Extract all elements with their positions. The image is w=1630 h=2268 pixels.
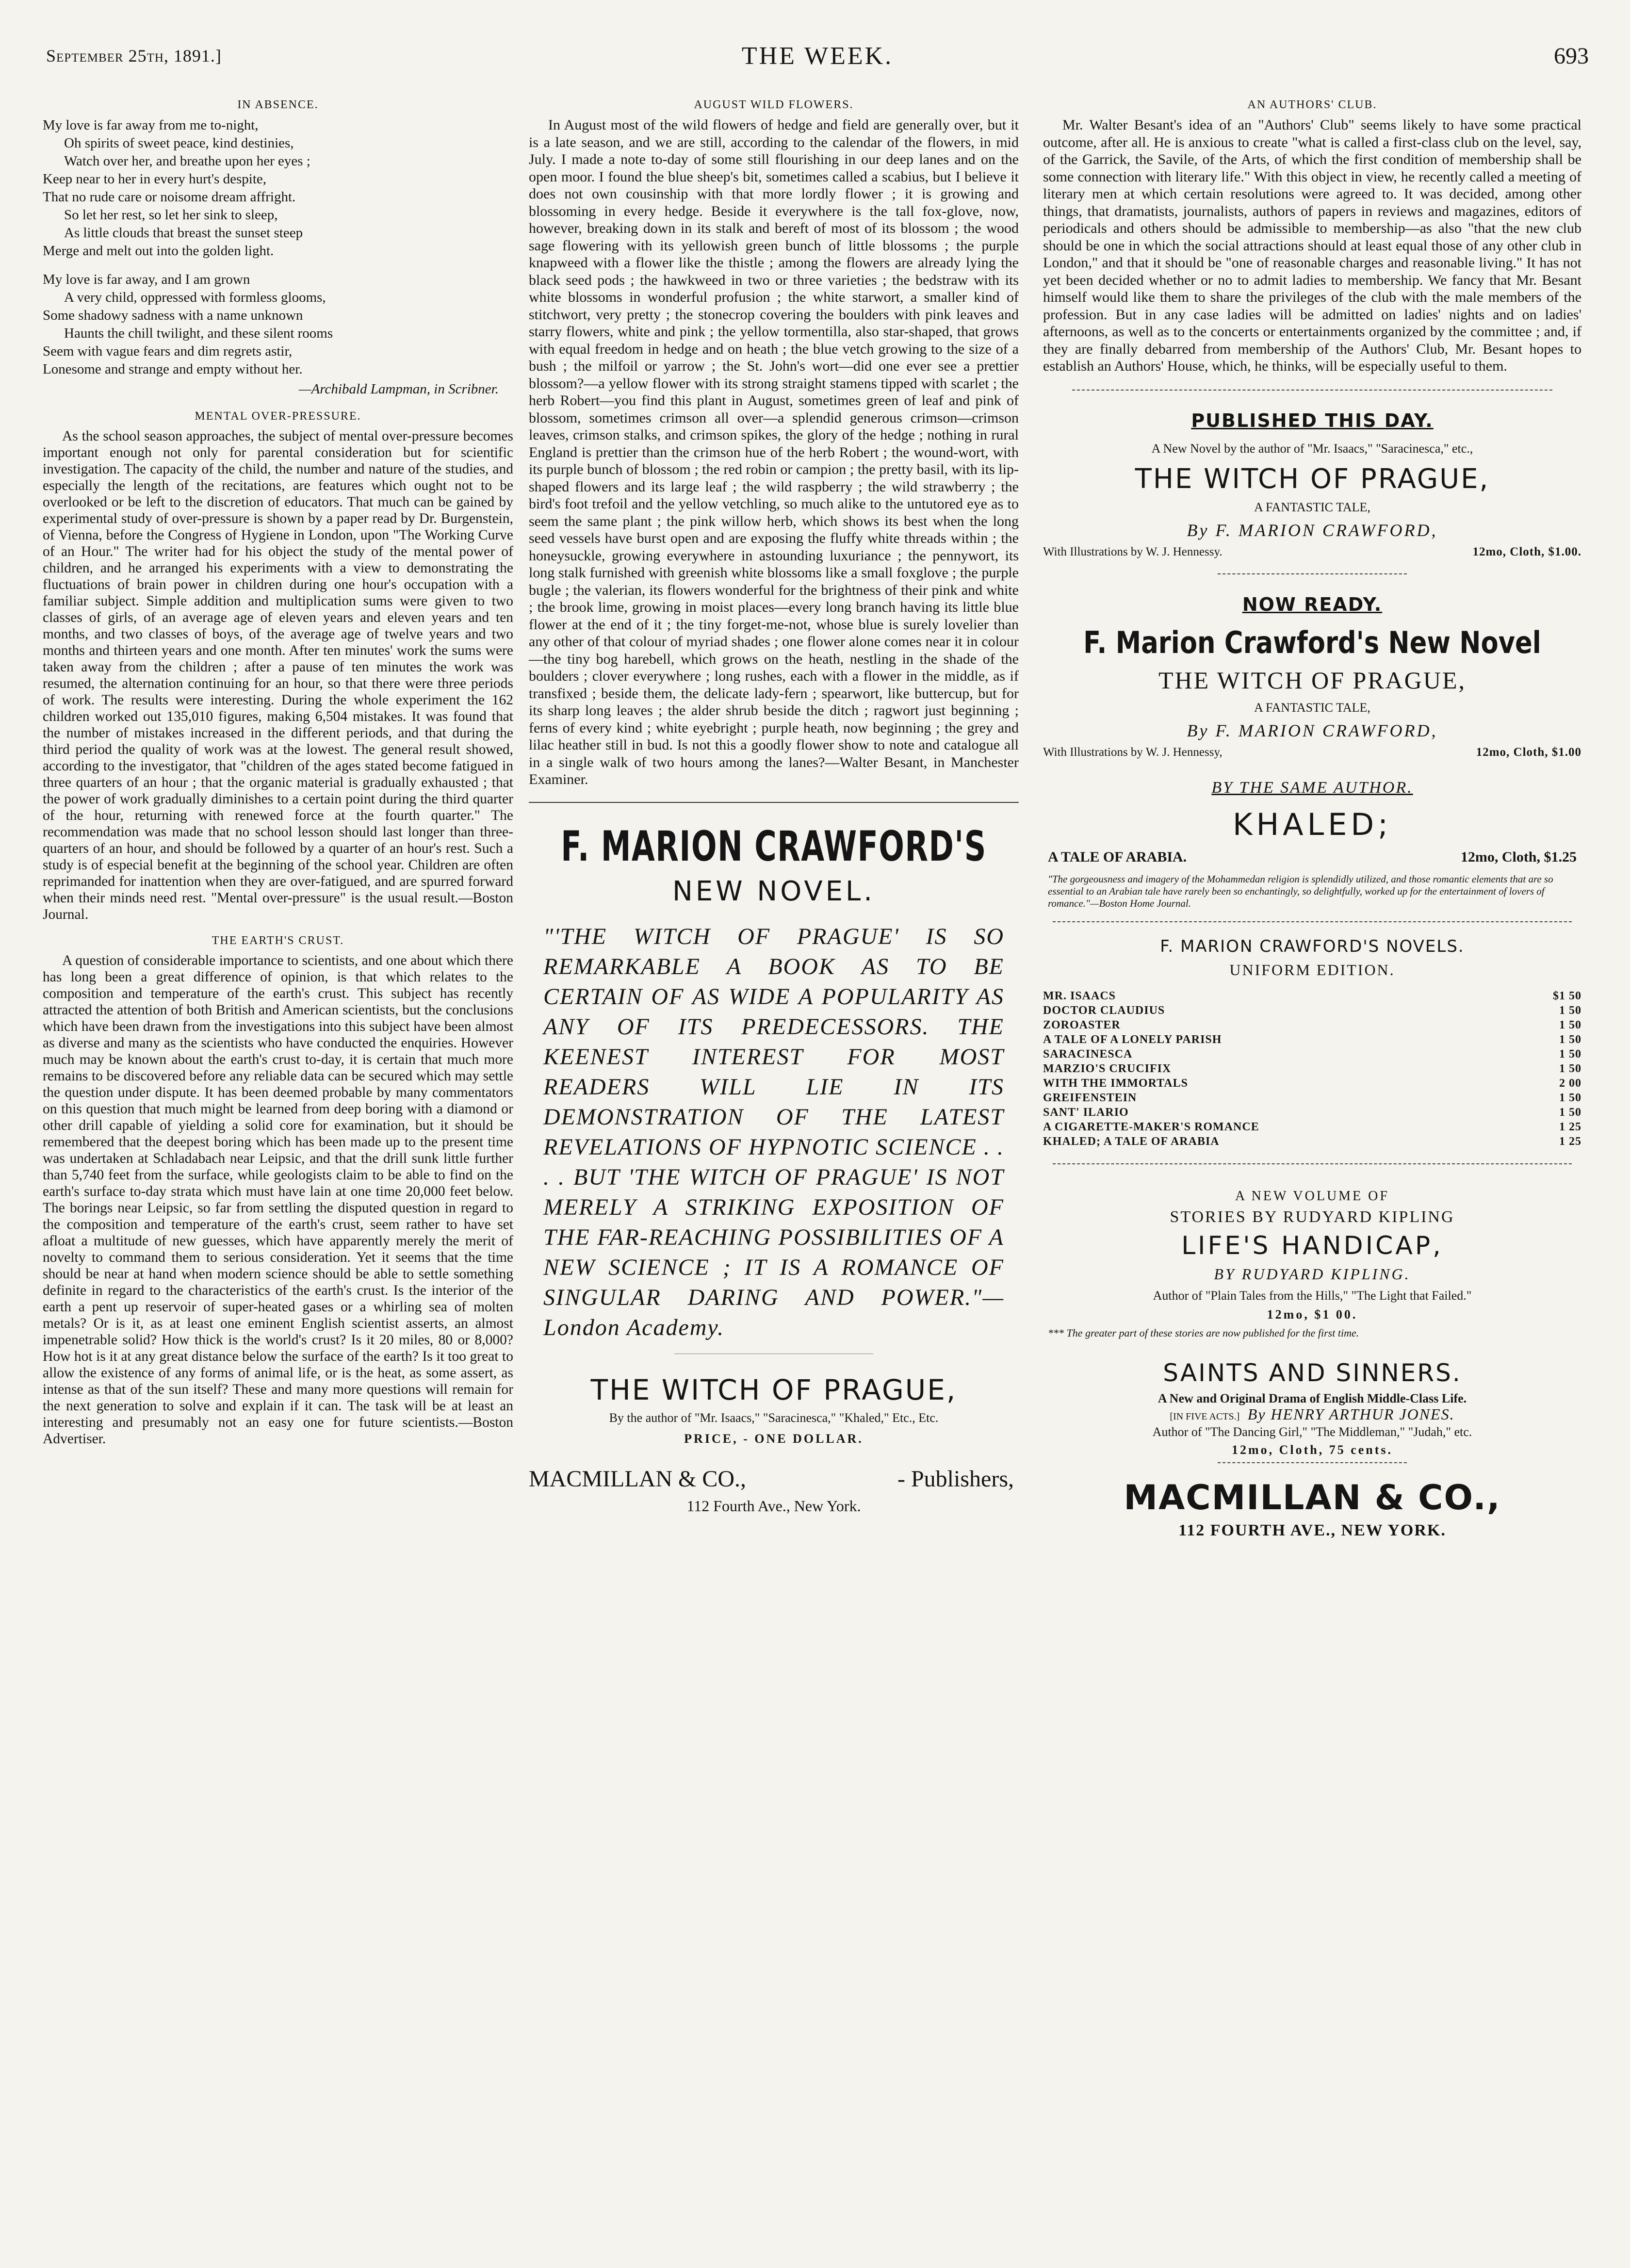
- poem-line: Merge and melt out into the golden light.: [43, 243, 274, 259]
- book-row: [1043, 1091, 1581, 1105]
- kipling-price: 12mo, $1 00.: [1267, 1307, 1358, 1322]
- new-volume: A NEW VOLUME OF: [1235, 1188, 1389, 1204]
- crust-heading: THE EARTH'S CRUST.: [212, 934, 344, 947]
- now-ready: NOW READY.: [1242, 593, 1383, 615]
- ad-quote-source: —London Academy.: [543, 1284, 1004, 1340]
- drama-acts-row: [1043, 1406, 1581, 1424]
- author-byline-1: By F. MARION CRAWFORD,: [1187, 520, 1438, 540]
- poem-attribution: —Archibald Lampman, in Scribner.: [298, 381, 499, 397]
- published-this-day: PUBLISHED THIS DAY.: [1191, 409, 1434, 431]
- poem-line: Oh spirits of sweet peace, kind destinies,: [64, 135, 294, 151]
- jones-price: 12mo, Cloth, 75 cents.: [1231, 1442, 1393, 1457]
- book-price: 1 25: [1559, 1120, 1581, 1133]
- poem-line: So let her rest, so let her sink to sleep,: [64, 207, 278, 223]
- khaled-title: KHALED;: [1232, 806, 1392, 842]
- poem-line: Lonesome and strange and empty without her.: [43, 361, 303, 377]
- poem-line: Some shadowy sadness with a name unknown: [43, 308, 303, 323]
- poem-stanza-2: [43, 271, 513, 378]
- book-price: 1 50: [1559, 1018, 1581, 1031]
- book-title: GREIFENSTEIN: [1043, 1091, 1137, 1104]
- price-label: 12mo, Cloth, $1.00: [1476, 745, 1581, 759]
- lifes-handicap: LIFE'S HANDICAP,: [1181, 1231, 1443, 1260]
- macmillan-address: 112 FOURTH AVE., NEW YORK.: [1178, 1521, 1446, 1539]
- arabia-title: A TALE OF ARABIA.: [1048, 848, 1187, 865]
- poem-line: Haunts the chill twilight, and these silent rooms: [64, 326, 333, 341]
- book-price: 1 50: [1559, 1106, 1581, 1119]
- witch-title-1: THE WITCH OF PRAGUE,: [1135, 463, 1490, 495]
- poem-line: That no rude care or noisome dream affright.: [43, 189, 296, 205]
- page-number: 693: [1554, 43, 1589, 69]
- book-title: SARACINESCA: [1043, 1047, 1133, 1061]
- book-price: 1 50: [1559, 1047, 1581, 1061]
- kipling-author-of: Author of "Plain Tales from the Hills," "The Light that Failed.": [1153, 1288, 1472, 1303]
- poem-heading: IN ABSENCE.: [237, 98, 319, 111]
- crawford-new-novel: F. Marion Crawford's New Novel: [1083, 624, 1541, 660]
- book-title: KHALED; A TALE OF ARABIA: [1043, 1135, 1220, 1148]
- poem-line: Watch over her, and breathe upon her eyes ;: [64, 153, 310, 169]
- book-row: [1043, 1076, 1581, 1091]
- ad-headline: F. MARION CRAWFORD'S: [561, 822, 987, 871]
- author-byline-2: By F. MARION CRAWFORD,: [1187, 720, 1438, 740]
- by-same-author: BY THE SAME AUTHOR.: [1211, 778, 1413, 797]
- poem-line: My love is far away, and I am grown: [43, 272, 250, 287]
- masthead-title: THE WEEK.: [741, 42, 894, 70]
- column-right: [1043, 90, 1581, 1540]
- arabia-row: [1048, 849, 1577, 865]
- fantastic-tale-2: A FANTASTIC TALE,: [1254, 700, 1370, 715]
- ad-publisher-row: [529, 1466, 1014, 1492]
- price-label: 12mo, Cloth, $1.25: [1460, 848, 1577, 865]
- khaled-review: "The gorgeousness and imagery of the Mohammedan religion is splendidly utilized, and those romantic elements that are so essential to an Arabian tale have rarely been so enchantingly, so delightfully, worked up for the entertainment of lovers of romance."—Boston Home Journal.: [1048, 873, 1553, 909]
- fantastic-tale-1: A FANTASTIC TALE,: [1254, 500, 1370, 514]
- illustrations-credit: With Illustrations by W. J. Hennessy,: [1043, 745, 1222, 759]
- ad-subhead: NEW NOVEL.: [672, 875, 876, 907]
- jones-author-of: Author of "The Dancing Girl," "The Middleman," "Judah," etc.: [1152, 1424, 1472, 1439]
- ad-address: 112 Fourth Ave., New York.: [686, 1497, 861, 1515]
- ad-publishers-label: - Publishers,: [897, 1466, 1014, 1492]
- book-price: $1 50: [1553, 989, 1581, 1002]
- book-title: SANT' ILARIO: [1043, 1106, 1129, 1119]
- wild-flowers-heading: AUGUST WILD FLOWERS.: [694, 98, 854, 111]
- poem-line: A very child, oppressed with formless glooms,: [64, 290, 326, 305]
- ad-book-title: THE WITCH OF PRAGUE,: [590, 1373, 957, 1406]
- book-price: 1 50: [1559, 1033, 1581, 1046]
- ad-byline: By the author of "Mr. Isaacs," "Saracinesca," "Khaled," Etc., Etc.: [609, 1410, 939, 1425]
- column-middle: [529, 90, 1019, 1515]
- acts-label: [IN FIVE ACTS.]: [1170, 1411, 1240, 1422]
- drama-desc: A New and Original Drama of English Middle-Class Life.: [1157, 1391, 1467, 1405]
- ad-quote: [543, 922, 1004, 1343]
- new-novel-by: A New Novel by the author of "Mr. Isaacs," "Saracinesca," etc.,: [1151, 441, 1473, 456]
- book-row: [1043, 1105, 1581, 1120]
- illustrations-row-1: [1043, 545, 1581, 559]
- witch-title-2: THE WITCH OF PRAGUE,: [1158, 666, 1467, 694]
- poem-stanza-1: [43, 116, 513, 260]
- poem-line: Seem with vague fears and dim regrets astir,: [43, 343, 293, 359]
- price-label: 12mo, Cloth, $1.00.: [1472, 545, 1581, 558]
- book-price: 2 00: [1559, 1077, 1581, 1090]
- novels-heading: F. MARION CRAWFORD'S NOVELS.: [1160, 936, 1465, 956]
- poem-line: My love is far away from me to-night,: [43, 117, 259, 133]
- book-row: [1043, 1061, 1581, 1076]
- book-title: A CIGARETTE-MAKER'S ROMANCE: [1043, 1120, 1259, 1133]
- book-title: A TALE OF A LONELY PARISH: [1043, 1033, 1222, 1046]
- authors-club-text: Mr. Walter Besant's idea of an "Authors' Club" seems likely to have some practical outcome, after all. He is anxious to create "what is called a first-class club on the level, say, of the Garrick, the Savile, of the Arts, of which the first condition of membership shall be some connection with literary life." With this object in view, he recently called a meeting of literary men at which certain resolutions were agreed to. It was decided, among other things, that dramatists, journalists, authors of papers in reviews and magazines, editors of periodicals and others should be admissible to membership—as also "that the new club should be one in which the social attractions should at least equal those of any other club in London," and that it should be "one of reasonable charges and reasonable living." It has not yet been decided whether or no to admit ladies to membership. We fancy that Mr. Besant himself would like them to share the privileges of the club with the male members of the profession. But in any case ladies will be admitted on ladies' nights and on ladies' afternoons, as well as to the concerts or entertainments organized by the committee ; and, if they are finally debarred from membership of the Authors' Club, Mr. Besant hopes to establish an Authors' House, which, he thinks, will be especially useful to them.: [1043, 117, 1581, 374]
- by-kipling: BY RUDYARD KIPLING.: [1214, 1265, 1411, 1283]
- poem-line: As little clouds that breast the sunset steep: [64, 225, 303, 241]
- book-row: [1043, 989, 1581, 1003]
- book-row: [1043, 1003, 1581, 1018]
- authors-club-heading: AN AUTHORS' CLUB.: [1247, 98, 1377, 111]
- macmillan-name: MACMILLAN & CO.,: [1124, 1477, 1501, 1517]
- book-row: [1043, 1120, 1581, 1134]
- book-row: [1043, 1134, 1581, 1149]
- column-left: [43, 90, 513, 1447]
- kipling-stories: STORIES BY RUDYARD KIPLING: [1170, 1207, 1455, 1226]
- book-title: MR. ISAACS: [1043, 989, 1116, 1002]
- saints-and-sinners: SAINTS AND SINNERS.: [1163, 1358, 1462, 1387]
- illustrations-credit: With Illustrations by W. J. Hennessy.: [1043, 545, 1222, 558]
- mental-heading: MENTAL OVER-PRESSURE.: [195, 410, 361, 423]
- book-price: 1 50: [1559, 1004, 1581, 1017]
- ad-publisher: MACMILLAN & CO.,: [529, 1466, 747, 1492]
- novels-price-list: [1043, 989, 1581, 1149]
- kipling-note: *** The greater part of these stories are now published for the first time.: [1048, 1326, 1359, 1339]
- book-title: MARZIO'S CRUCIFIX: [1043, 1062, 1172, 1075]
- ad-price: PRICE, - ONE DOLLAR.: [684, 1431, 864, 1446]
- ad-quote-text: "'THE WITCH OF PRAGUE' IS SO REMARKABLE A BOOK AS TO BE CERTAIN OF AS WIDE A POPULARITY AS ANY OF ITS PREDECESSORS. THE KEENEST INTEREST FOR MOST READERS WILL LIE IN ITS DEMONSTRATION OF THE LATEST REVELATIONS OF HYPNOTIC SCIENCE . . . . BUT 'THE WITCH OF PRAGUE' IS NOT MERELY A STRIKING EXPOSITION OF THE FAR-REACHING POSSIBILITIES OF A NEW SCIENCE ; IT IS A ROMANCE OF SINGULAR DARING AND POWER.": [543, 923, 1004, 1310]
- book-row: [1043, 1018, 1581, 1032]
- book-row: [1043, 1047, 1581, 1061]
- crust-article-text: A question of considerable importance to scientists, and one about which there has long been a great difference of opinion, is that which relates to the composition and temperature of the earth's crust. This subject has recently attracted the attention of both British and American scientists, but the conclusions which have been drawn from the investigations into this subject have been almost as diverse and many as the scientists who have conducted the enquiries. However much may be known about the earth's crust to-day, it is certain that much more remains to be discovered before any reliable data can be secured which may settle the question under dispute. It has been deemed probable by many commentators on this question that much might be learned from deep boring with a diamond or other drill capable of yielding a solid core for examination, but it should be remembered that the deepest boring which has been made up to the present time was undertaken at Schladabach near Leipsic, and that the drill sunk little further than 5,740 feet from the surface, while geologists claim to be able to find on the earth's surface to-day strata which must have lain at one time 20,000 feet below. The borings near Leipsic, so far from settling the disputed question in regard to the composition and temperature of the earth's crust, seem rather to have set afloat a multitude of new guesses, which have apparently merely the merit of novelty to command them to serious consideration. Yet it seems that the time should be near at hand when modern science should be able to settle something definite in regard to the characteristics of the earth's crust. Is the interior of the earth a pent up reservoir of super-heated gases or a whirling sea of molten metals? Or is it, as at least one eminent English scientist asserts, an almost impenetrable solid? How thick is the world's crust? Is it 20 miles, 80 or 8,000? How hot is it at any great distance below the surface of the earth? Is it too great to allow the existence of any forms of animal life, or is the heat, as some assert, as intense as that of the sun itself? These and many more questions will remain for the next generation to solve and explain if it can. The task will be at least an interesting and presumably not an easy one for future scientists.—Boston Advertiser.: [43, 953, 513, 1447]
- jones-byline: By HENRY ARTHUR JONES.: [1247, 1405, 1455, 1423]
- poem-line: Keep near to her in every hurt's despite,: [43, 171, 266, 187]
- book-row: [1043, 1032, 1581, 1047]
- book-title: WITH THE IMMORTALS: [1043, 1077, 1188, 1090]
- illustrations-row-2: [1043, 746, 1581, 759]
- book-title: ZOROASTER: [1043, 1018, 1121, 1031]
- book-price: 1 50: [1559, 1062, 1581, 1075]
- book-price: 1 25: [1559, 1135, 1581, 1148]
- book-title: DOCTOR CLAUDIUS: [1043, 1004, 1165, 1017]
- mental-article-text: As the school season approaches, the subject of mental over-pressure becomes important enough not only for parental consideration but for scientific investigation. The capacity of the child, the number and nature of the studies, and especially the length of the recitations, are features which ought not to be overlooked or be left to the discretion of educators. That much can be gained by experimental study of over-pressure is shown by a paper read by Dr. Burgenstein, of Vienna, before the Congress of Hygiene in London, upon "The Working Curve of an Hour." The writer had for his object the study of the mental power of children, and he arranged his experiments with a view to demonstrating the fluctuations of brain power in children during one hour's occupation with a familiar subject. Simple addition and multiplication sums were given to two classes of girls, of an average age of eleven years and eleven years and ten months, and two classes of boys, of the average age of twelve years and two months and thirteen years and one month. After ten minutes' work the sums were taken away from the children ; after a pause of ten minutes the work was resumed, the alternation continuing for an hour, so that there were three periods of work. The results were interesting. During the whole experiment the 162 children worked out 135,010 figures, making 6,504 mistakes. It was found that the number of mistakes increased in the different periods, and that during the third period the quality of work was at the lowest. The general result showed, according to the investigator, that "children of the ages stated become fatigued in three quarters of an hour ; that the organic material is gradually exhausted ; that the power of work gradually diminishes to a certain point during the third quarter of the hour, returning with renewed force at the fourth quarter." The recommendation was made that no school lesson should last longer than three-quarters of an hour, and should be followed by a quarter of an hour's rest. Such a study is of especial benefit at the beginning of the school year. Children are often reprimanded for inattention when they are over-fatigued, and are spurred forward when their minds need rest. "Mental over-pressure" is the usual result.—Boston Journal.: [43, 428, 513, 922]
- uniform-edition: UNIFORM EDITION.: [1229, 961, 1395, 979]
- issue-date: September 25th, 1891.]: [46, 46, 222, 65]
- book-price: 1 50: [1559, 1091, 1581, 1104]
- page-header: [46, 42, 1589, 76]
- wild-flowers-text: In August most of the wild flowers of hedge and field are generally over, but it is a late season, and we are still, according to the calendar of the flowers, in mid July. I made a note to-day of some still flourishing in our deep lanes and on the open moor. I found the blue sheep's bit, sometimes called a scabius, but I believe it does not own cousinship with that more lordly flower ; it is growing and blossoming in every hedge. Beside it everywhere is the tall fox-glove, now, however, breaking down in its stalk and bereft of most of its blossom ; the wood sage flowering with its yellowish green bunch of little blossoms ; the purple knapweed with a flower like the thistle ; among the flowers are already lying the black seed pods ; the hawkweed in two or three varieties ; the bedstraw with its white blossoms in wonderful profusion ; the white starwort, a smaller kind of stitchwort, very pretty ; the stonecrop covering the boulders with pink leaves and starry flowers, white and pink ; the yellow tormentilla, also star-shaped, that grows with equal freedom in hedge and on heath ; the blue vetch growing to the size of a bush ; the milfoil or yarrow ; the St. John's wort—did one ever see a prettier blossom?—a yellow flower with its strong straight stamens tipped with scarlet ; the herb Robert—you find this plant in August, sometimes green of leaf and pink of blossom, sometimes crimson all over—a splendid generous crimson—crimson leaves, crimson stalks, and crimson spikes, the glory of the hedge ; nothing in rural England is prettier than the crimson hue of the herb Robert ; the wound-wort, with its purple bunch of blossom ; the red robin or campion ; the pretty basil, with its lip-shaped flowers and its large leaf ; the wild raspberry ; the wild strawberry ; the bird's foot trefoil and the yellow vetchling, so much alike to the untutored eye as to seem the same plant ; the pink willow herb, which shows its best when the long seed vessels have burst open and are exposing the fluffy white threads within ; the honeysuckle, growing everywhere in astounding luxuriance ; the pennywort, its long stalk furnished with greenish white blossoms like a small foxglove ; the purple bugle ; the valerian, its flowers wonderful for the brightness of their pink and white ; the brook lime, growing in moist places—every long branch having its little blue flower at the end of it ; the tiny forget-me-not, whose blue is surely lovelier than any other of that colour of myriad shades ; one flower alone comes near it in colour—the tiny bog harebell, which grows on the heath, nestling in the shade of the boulders ; clover everywhere ; long rushes, each with a flower in the middle, as if transfixed ; beside them, the delicate lady-fern ; spearwort, like buttercup, but for its sharp long leaves ; the alder shrub beside the ditch ; ragwort just beginning ; ferns of every kind ; white eyebright ; purple heath, now beginning ; the grey and lilac heather still in bud. Is not this a goodly flower show to note and catalogue all in a single walk of two hours among the lanes?—Walter Besant, in Manchester Examiner.: [529, 117, 1019, 787]
